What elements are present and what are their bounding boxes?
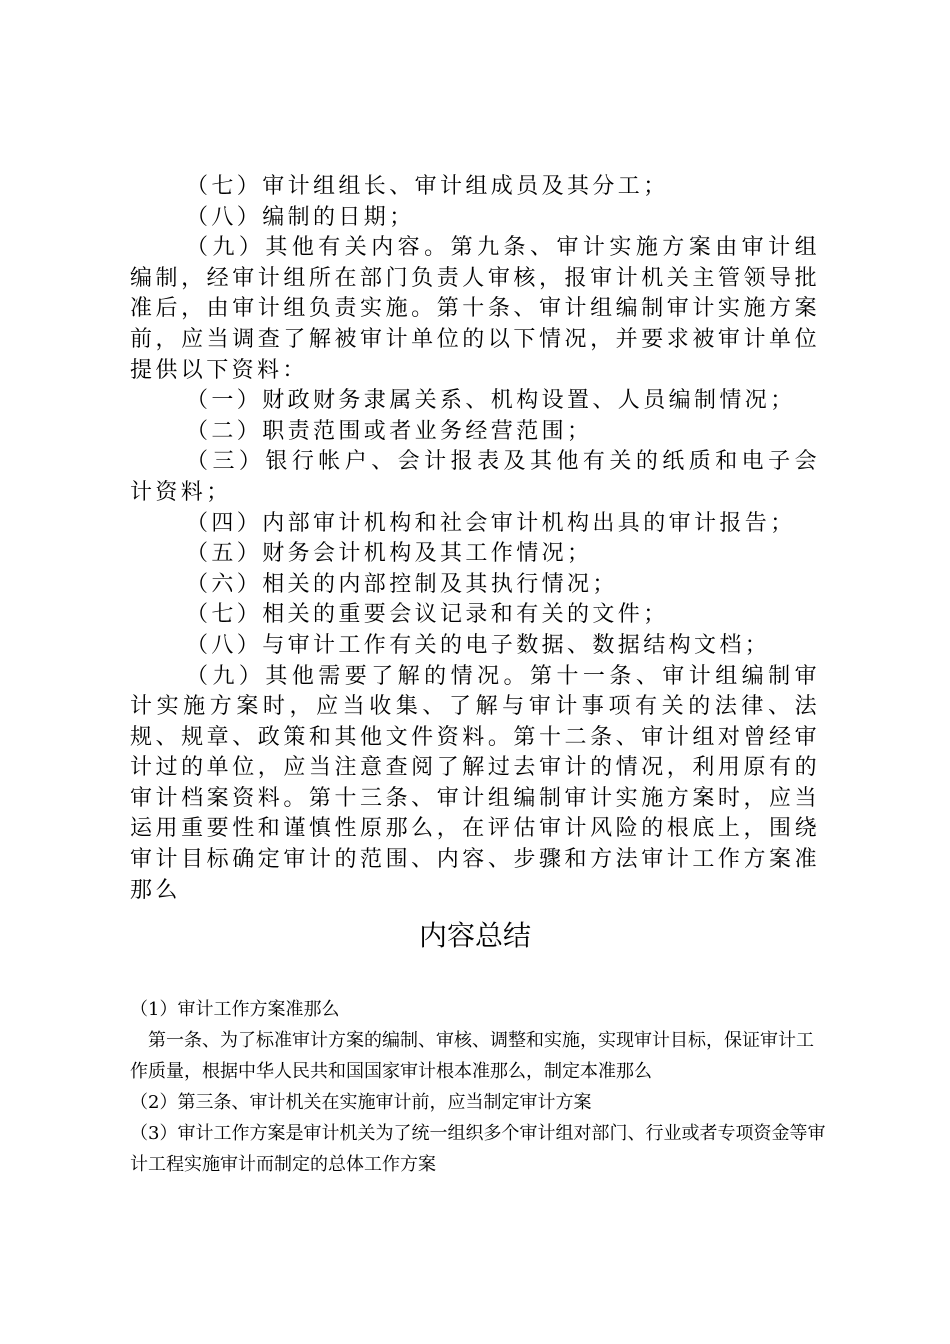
summary-section: [130, 994, 830, 1180]
summary-title: 内容总结: [418, 919, 531, 952]
paragraph: （三）银行帐户、会计报表及其他有关的纸质和电子会计资料；: [130, 449, 820, 505]
summary-item: （3）审计工作方案是审计机关为了统一组织多个审计组对部门、行业或者专项资金等审计工程实施审计而制定的总体工作方案: [130, 1123, 826, 1175]
paragraph: （九）其他需要了解的情况。第十一条、审计组编制审计实施方案时，应当收集、了解与审计事项有关的法律、法规、规章、政策和其他文件资料。第十二条、审计组对曾经审计过的单位，应当注意查阅了解过去审计的情况，利用原有的审计档案资料。第十三条、审计组编制审计实施方案时，应当运用重要性和谨慎性原那么，在评估审计风险的根底上，围绕审计目标确定审计的范围、内容、步骤和方法审计工作方案准那么: [130, 663, 820, 903]
summary-item: 第一条、为了标准审计方案的编制、审核、调整和实施，实现审计目标，保证审计工作质量，根据中华人民共和国国家审计根本准那么，制定本准那么: [130, 1030, 814, 1082]
paragraph: （二）职责范围或者业务经营范围；: [186, 418, 593, 444]
body-text: [130, 172, 820, 906]
paragraph: （八）编制的日期；: [186, 204, 415, 230]
summary-item: （2）第三条、审计机关在实施审计前，应当制定审计方案: [130, 1092, 592, 1113]
paragraph: （六）相关的内部控制及其执行情况；: [186, 571, 618, 597]
paragraph: （八）与审计工作有关的电子数据、数据结构文档；: [186, 632, 771, 658]
paragraph: （五）财务会计机构及其工作情况；: [186, 541, 593, 567]
paragraph: （四）内部审计机构和社会审计机构出具的审计报告；: [186, 510, 796, 536]
summary-item: （1）审计工作方案准那么: [130, 999, 340, 1020]
paragraph: （一）财政财务隶属关系、机构设置、人员编制情况；: [186, 388, 796, 414]
paragraph: （七）相关的重要会议记录和有关的文件；: [186, 602, 669, 628]
paragraph: （九）其他有关内容。第九条、审计实施方案由审计组编制，经审计组所在部门负责人审核，报审计机关主管领导批准后，由审计组负责实施。第十条、审计组编制审计实施方案前，应当调查了解被审计单位的以下情况，并要求被审计单位提供以下资料：: [130, 235, 820, 383]
paragraph: （七）审计组组长、审计组成员及其分工；: [186, 174, 669, 199]
